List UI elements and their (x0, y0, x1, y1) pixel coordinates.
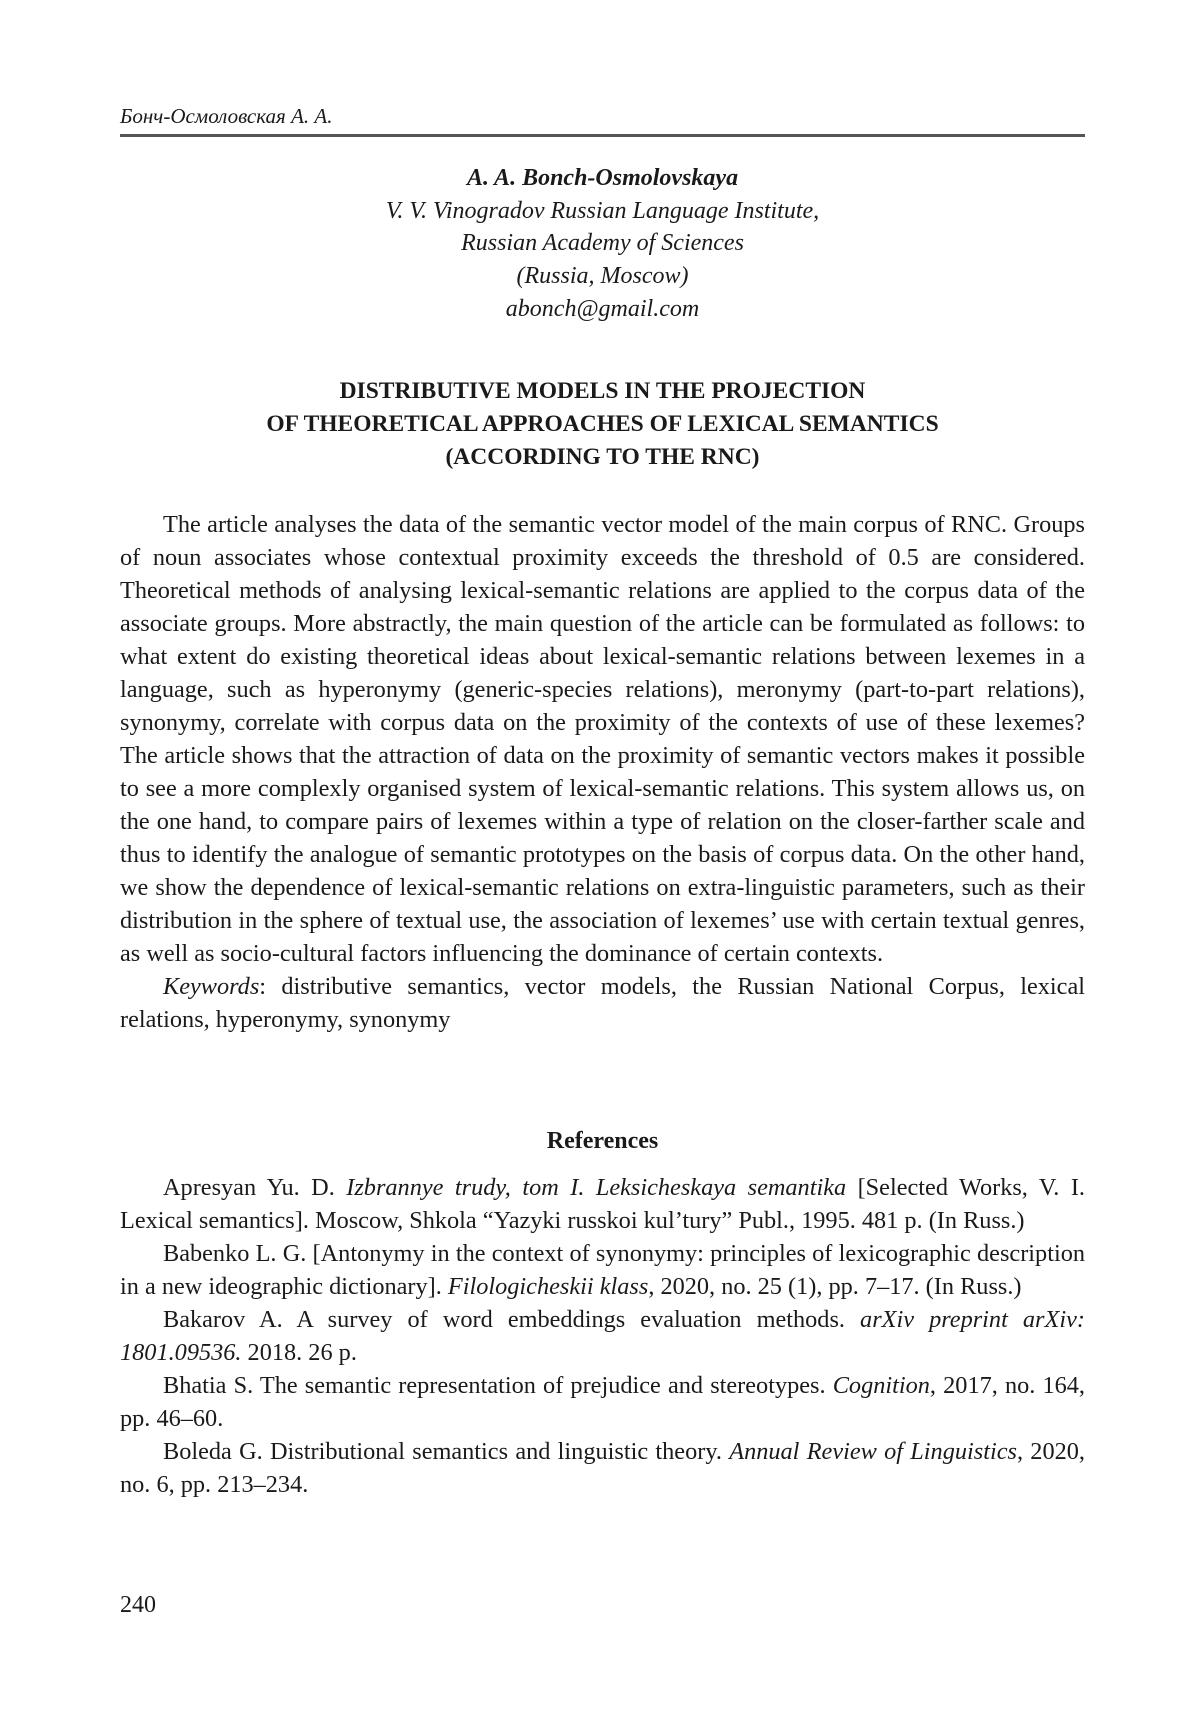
header-rule (120, 134, 1085, 137)
keywords-text: : distributive semantics, vector models, the Russian National Corpus, lexical relations, hyperonymy, synonymy (120, 973, 1085, 1033)
ref-source: Cognition (832, 1372, 930, 1399)
title-line: (ACCORDING TO THE RNC) (445, 444, 760, 470)
ref-text: , 2017, no. 164, pp. 46–60. (120, 1372, 1085, 1432)
ref-source: Annual Review of Linguistics (729, 1438, 1017, 1465)
running-head: Бонч-Осмоловская А. А. (120, 104, 333, 128)
author-affiliation (120, 162, 1085, 326)
location: (Russia, Moscow) (516, 263, 689, 290)
ref-text: , 2020, no. 6, pp. 213–234. (120, 1438, 1085, 1498)
abstract-text: The article analyses the data of the semantic vector model of the main corpus of RNC. Groups of noun associates whose contextual proximity exceeds the threshold of 0.5 are considered. Theoretical methods of analysing lexical-semantic relations are applied to the corpus data of the associate groups. More abstractly, the main question of the article can be formulated as follows: to what extent do existing theoretical ideas about lexical-semantic relations between lexemes in a language, such as hyperonymy (generic-species relations), meronymy (part-to-part relations), synonymy, correlate with corpus data on the proximity of the contexts of use of these lexemes? The article shows that the attraction of data on the proximity of semantic vectors makes it possible to see a more complexly organised system of lexical-semantic relations. This system allows us, on the one hand, to compare pairs of lexemes within a type of relation on the closer-farther scale and thus to identify the analogue of semantic prototypes on the basis of corpus data. On the other hand, we show the dependence of lexical-semantic relations on extra-linguistic parameters, such as their distribution in the sphere of textual use, the association of lexemes’ use with certain textual genres, as well as socio-cultural factors influencing the dominance of certain contexts. (120, 511, 1085, 967)
ref-text: Apresyan Yu. D. (163, 1174, 347, 1201)
reference-item (120, 1369, 1085, 1435)
ref-text: Boleda G. Distributional semantics and linguistic theory. (163, 1438, 730, 1465)
ref-text: 2018. 26 p. (241, 1339, 357, 1366)
keywords-label: Keywords (163, 973, 260, 1000)
references-heading: References (546, 1128, 659, 1154)
ref-text: , 2020, no. 25 (1), pp. 7–17. (In Russ.) (648, 1273, 1022, 1300)
ref-text: Bakarov A. A survey of word embeddings evaluation methods. (163, 1306, 861, 1333)
references-list (120, 1171, 1085, 1501)
ref-source: Izbrannye trudy, tom I. Leksicheskaya semantika (346, 1174, 847, 1201)
ref-text: Bhatia S. The semantic representation of prejudice and stereotypes. (163, 1372, 833, 1399)
ref-text: Babenko L. G. [Antonymy in the context of synonymy: principles of lexicographic description in a new ideographic dictionary]. (120, 1240, 1085, 1300)
ref-source: arXiv preprint arXiv: 1801.09536. (120, 1306, 1085, 1366)
ref-source: Filologicheskii klass (447, 1273, 649, 1300)
email: abonch@gmail.com (505, 295, 700, 322)
page-number: 240 (120, 1592, 156, 1618)
academy: Russian Academy of Sciences (461, 230, 744, 257)
author-name: A. A. Bonch-Osmolovskaya (466, 165, 739, 191)
reference-item (120, 1171, 1085, 1237)
title-line: OF THEORETICAL APPROACHES OF LEXICAL SEMANTICS (266, 411, 939, 437)
institute: V. V. Vinogradov Russian Language Institute, (385, 197, 820, 224)
abstract (120, 508, 1085, 1036)
article-title (120, 375, 1085, 474)
reference-item (120, 1303, 1085, 1369)
ref-text: [Selected Works, V. I. Lexical semantics]. Moscow, Shkola “Yazyki russkoi kul’tury” Publ., 1995. 481 p. (In Russ.) (120, 1174, 1085, 1234)
title-line: DISTRIBUTIVE MODELS IN THE PROJECTION (339, 378, 866, 404)
reference-item (120, 1435, 1085, 1501)
keywords (120, 970, 1085, 1036)
reference-item (120, 1237, 1085, 1303)
